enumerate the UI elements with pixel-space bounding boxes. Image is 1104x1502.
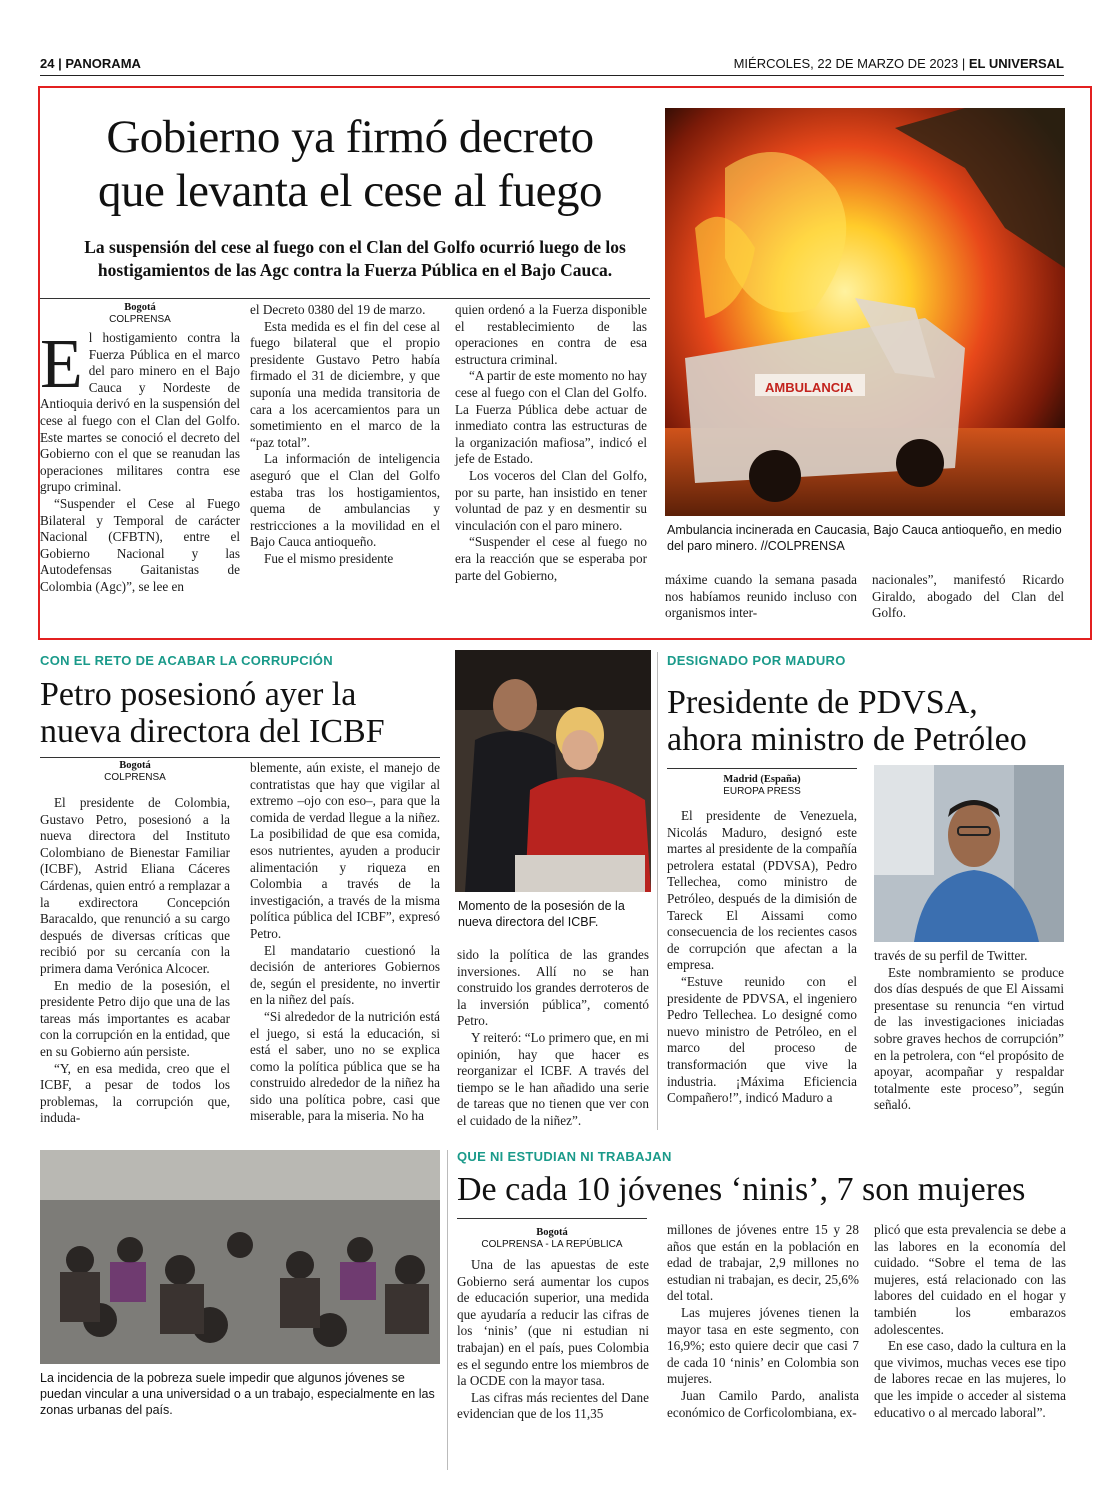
article2-headline: Petro posesionó ayer la nueva directora del ICBF [40, 676, 385, 750]
article4-kicker: QUE NI ESTUDIAN NI TRABAJAN [457, 1149, 672, 1164]
article1-col4: máxime cuando la semana pasada nos habíamos reunido incluso con organismos inter- [665, 572, 857, 621]
ambulance-photo [665, 108, 1065, 516]
article1-deck: La suspensión del cese al fuego con el Clan del Golfo ocurrió luego de los hostigamientos de las Agc contra la Fuerza Pública en el Bajo Cauca. [84, 237, 626, 280]
page-section: 24 | PANORAMA [40, 56, 141, 71]
article4-col2: millones de jóvenes entre 15 y 28 años que están en la población en edad de trabajar, 2,9 millones no estudian ni trabajan, es decir, 25,6% del total. Las mujeres jóvenes tienen la mayor tasa en este segmento, con 16,9%; esto quiere decir que casi 7 de cada 10 ‘ninis’ en Colombia son mujeres. Juan Camilo Pardo, analista económico de Corficolombiana, ex- [667, 1222, 859, 1420]
ambulance-label: AMBULANCIA [765, 380, 854, 395]
article3-col2: través de su perfil de Twitter. Este nombramiento se produce dos días después de que El Aissami presentase su renuncia “en virtud de las investigaciones iniciadas sobre graves hechos de corrupción” en la petrolera, con “el propósito de apoyar, acompañar y respaldar totalmente este proceso”, según señaló. [874, 948, 1064, 1113]
possession-photo [455, 650, 651, 892]
article2-caption: Momento de la posesión de la nueva directora del ICBF. [458, 899, 625, 929]
article3-col1: El presidente de Venezuela, Nicolás Maduro, designó este martes al presidente de la compañía petrolera estatal (PDVSA), Pedro Tellechea, como ministro de Petróleo, después de la dimisión de Tareck El Aissami como consecuencia de los recientes casos de corrupción que afectan a la empresa. “Estuve reunido con el presidente de PDVSA, el ingeniero Pedro Tellechea. Lo designé como nuevo ministro de Petróleo, en el marco del proceso de transformación que vive la industria. ¡Máxima Eficiencia Compañero!”, indicó Maduro a [667, 808, 857, 1106]
article2-col2: blemente, aún existe, el manejo de contratistas que hay que vigilar al extremo –ojo con eso–, para que la comida de verdad llegue a la niñez. La posibilidad de que esa comida, esos nutrientes, ayuden a producir alimentación y riqueza en Colombia a través de la investigación, a través de la misma política pública del ICBF”, expresó Petro. El mandatario cuestionó la decisión de anteriores Gobiernos de, según el presidente, no invertir en la niñez del país. “Si alrededor de la nutrición está el juego, si está la educación, si está el saber, uno no se explica como la política pública que se ha construido alrededor de la niñez ha sido una política pobre, casi que miserable, para la miseria. No ha [250, 760, 440, 1124]
article1-col5: nacionales”, manifestó Ricardo Giraldo, abogado del Clan del Golfo. [872, 572, 1064, 621]
dropcap: E [40, 326, 83, 403]
paper-name: EL UNIVERSAL [968, 56, 1064, 71]
article1-col1: El hostigamiento contra la Fuerza Pública en el marco del paro minero en el Bajo Cauca y Nordeste de Antioquia derivó en la suspensión del cese al fuego con el Clan del Golfo. Este martes se conoció el decreto del Gobierno con el que se reanudan las operaciones militares contra ese grupo criminal. “Suspender el Cese al Fuego Bilateral y Temporal de carácter Nacional (CFBTN), entre el Gobierno Nacional y las Autodefensas Gaitanistas de Colombia (Agc)”, se lee en [40, 326, 240, 594]
article3-byline: Madrid (España) EUROPA PRESS [723, 774, 801, 797]
students-photo [40, 1150, 440, 1364]
header-date: MIÉRCOLES, 22 DE MARZO DE 2023 | EL UNIVERSAL [733, 56, 1064, 71]
article1-headline: Gobierno ya firmó decreto que levanta el cese al fuego [97, 111, 603, 217]
article3-headline: Presidente de PDVSA, ahora ministro de Petróleo [667, 684, 1027, 758]
article1-byline: Bogotá COLPRENSA [109, 302, 171, 325]
article2-byline: Bogotá COLPRENSA [104, 760, 166, 783]
article4-headline: De cada 10 jóvenes ‘ninis’, 7 son mujeres [457, 1171, 1026, 1208]
article4-col1: Una de las apuestas de este Gobierno será aumentar los cupos de educación superior, una medida que ayudaría a reducir las cifras de los ‘ninis’ (que ni estudian ni trabajan) en el país, pues Colombia es el segundo entre los miembros de la OCDE con la mayor tasa. Las cifras más recientes del Dane evidencian que de los 11,35 [457, 1257, 649, 1422]
article2-col1: El presidente de Colombia, Gustavo Petro, posesionó a la nueva directora del Instituto Colombiano de Bienestar Familiar (ICBF), Astrid Eliana Cáceres Cárdenas, quien entró a remplazar a la exdirectora Concepción Baracaldo, que renunció a su cargo después de diversas críticas que recibió por su cercanía con la primera dama Verónica Alcocer. En medio de la posesión, el presidente Petro dijo que una de las tareas más importantes es acabar con la corrupción en la entidad, que en su Gobierno aún persiste. “Y, en esa medida, creo que el ICBF, a pesar de todos los problemas, la corrupción que, induda- [40, 795, 230, 1126]
article1-caption: Ambulancia incinerada en Caucasia, Bajo Cauca antioqueño, en medio del paro minero. //COLPRENSA [667, 523, 1062, 553]
article1-col3: quien ordenó a la Fuerza disponible el restablecimiento de las operaciones en contra de esa estructura criminal. “A partir de este momento no hay cese al fuego con el Clan del Golfo. La Fuerza Pública debe actuar de inmediato contra las estructuras de la organización mafiosa”, indicó el jefe de Estado. Los voceros del Clan del Golfo, por su parte, han insistido en tener voluntad de paz y en desmentir su vinculación con el paro minero. “Suspender el cese al fuego no era la reacción que se esperaba por parte del Gobierno, [455, 302, 647, 583]
page-header [40, 50, 1064, 76]
article2-kicker: CON EL RETO DE ACABAR LA CORRUPCIÓN [40, 653, 333, 668]
article3-kicker: DESIGNADO POR MADURO [667, 653, 846, 668]
article4-caption: La incidencia de la pobreza suele impedir que algunos jóvenes se puedan vincular a una universidad o a un trabajo, especialmente en las zonas urbanas del país. [40, 1371, 435, 1417]
article2-col3: sido la política de las grandes inversiones. Allí no se han construido los grandes derroteros de la inversión pública”, comentó Petro. Y reiteró: “Lo primero que, en mi opinión, hay que hacer es reorganizar el ICBF. A través del tiempo se le han añadido una serie de tareas que no tienen que ver con el cuidado de la niñez”. [457, 947, 649, 1128]
article1-col2: el Decreto 0380 del 19 de marzo. Esta medida es el fin del cese al fuego bilateral que el propio presidente Gustavo Petro había firmado el 31 de diciembre, y que suponía una medida transitoria de cara a los acercamientos para un sometimiento en el marco de la “paz total”. La información de inteligencia aseguró que el Clan del Golfo estaba tras los hostigamientos, quema de ambulancias y restricciones a la movilidad en el Bajo Cauca antioqueño. Fue el mismo presidente [250, 302, 440, 566]
article4-col3: plicó que esta prevalencia se debe a las labores en la economía del cuidado. “Sobre el tema de las mujeres, está relacionado con las labores del cuidado en el hogar y también los embarazos adolescentes. En ese caso, dado la cultura en la que vivimos, muchas veces ese tipo de labores recae en las mujeres, lo que les impide o acceder al sistema educativo o al mercado laboral”. [874, 1222, 1066, 1420]
tellechea-photo [874, 765, 1064, 942]
article4-byline: Bogotá COLPRENSA - LA REPÚBLICA [481, 1227, 623, 1250]
